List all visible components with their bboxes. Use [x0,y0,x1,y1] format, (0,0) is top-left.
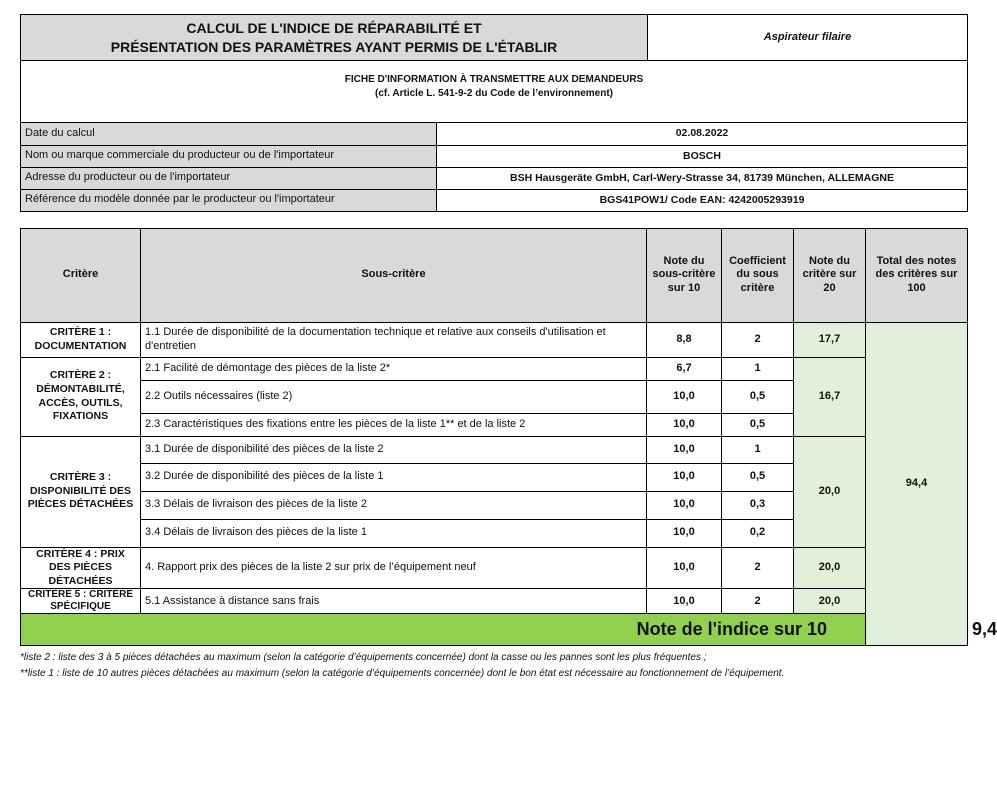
sub-criterion-label: 1.1 Durée de disponibilité de la documentation technique et relative aux conseils d'utilisation et d'entretien [141,322,647,357]
criterion-score: 17,7 [794,322,866,357]
title-line-2: PRÉSENTATION DES PARAMÈTRES AYANT PERMIS DE L'ÉTABLIR [110,38,558,55]
criterion-name: CRITÈRE 2 : DÉMONTABILITÉ, ACCÈS, OUTILS, FIXATIONS [21,357,141,436]
sub-criterion-note: 8,8 [647,322,722,357]
info-table [20,123,968,212]
sub-criterion-coef: 2 [722,589,794,614]
final-label: Note de l'indice sur 10 [636,619,827,640]
sub-criterion-coef: 0,5 [722,463,794,491]
table-row [21,436,968,463]
info-row [21,189,968,211]
info-value: BOSCH [437,145,968,167]
criterion-name: CRITÈRE 3 : DISPONIBILITÉ DES PIÈCES DÉTACHÉES [21,436,141,547]
sub-criterion-label: 5.1 Assistance à distance sans frais [141,589,647,614]
sub-criterion-label: 4. Rapport prix des pièces de la liste 2 sur prix de l’équipement neuf [141,547,647,589]
sub-criterion-label: 3.4 Délais de livraison des pièces de la liste 1 [141,519,647,547]
sub-criterion-coef: 0,5 [722,380,794,413]
col-header-sous-critere: Sous-critère [141,228,647,322]
sub-criterion-label: 2.3 Caractéristiques des fixations entre les pièces de la liste 1** et de la liste 2 [141,413,647,436]
col-header-coef: Coefficient du sous critère [722,228,794,322]
sub-criterion-note: 10,0 [647,519,722,547]
info-label: Nom ou marque commerciale du producteur ou de l'importateur [21,145,437,167]
criterion-name [21,589,141,614]
sub-criterion-note: 10,0 [647,413,722,436]
product-type: Aspirateur filaire [648,15,968,61]
title-line-1: CALCUL DE L'INDICE DE RÉPARABILITÉ ET [186,20,482,37]
table-row [21,322,968,357]
sub-criterion-label: 3.2 Durée de disponibilité des pièces de la liste 1 [141,463,647,491]
sub-criterion-note: 6,7 [647,357,722,380]
criterion-name: CRITÈRE 1 : DOCUMENTATION [21,322,141,357]
criterion-name: CRITÈRE 4 : PRIX DES PIÈCES DÉTACHÉES [21,547,141,589]
col-header-note-crit: Note du critère sur 20 [794,228,866,322]
sub-criterion-coef: 0,3 [722,491,794,519]
sub-criterion-note: 10,0 [647,589,722,614]
repairability-sheet [20,14,997,681]
sub-criterion-coef: 1 [722,436,794,463]
sub-criterion-note: 10,0 [647,436,722,463]
col-header-total: Total des notes des critères sur 100 [866,228,968,322]
sub-criterion-note: 10,0 [647,380,722,413]
table-row [21,589,968,614]
info-value: BGS41POW1/ Code EAN: 4242005293919 [437,189,968,211]
header-table [20,14,968,123]
final-label-cell [21,614,866,646]
info-row [21,167,968,189]
footnote-liste-1: **liste 1 : liste de 10 autres pièces détachées au maximum (selon la catégorie d’équipements concernée) dont le bon état est nécessaire au fonctionnement de l’équipement. [20,667,785,679]
sub-criterion-label: 3.1 Durée de disponibilité des pièces de la liste 2 [141,436,647,463]
criterion-score: 20,0 [794,547,866,589]
col-header-critere: Critère [21,228,141,322]
document-title [21,15,648,61]
sub-criterion-coef: 1 [722,357,794,380]
footnotes [20,650,967,681]
header-row [21,228,968,322]
sub-criterion-coef: 0,5 [722,413,794,436]
table-row [21,357,968,380]
col-header-note-sous: Note du sous-critère sur 10 [647,228,722,322]
total-100: 94,4 [866,322,968,646]
sub-criterion-label: 2.1 Facilité de démontage des pièces de la liste 2* [141,357,647,380]
info-label: Référence du modèle donnée par le producteur ou l'importateur [21,189,437,211]
sub-criterion-label: 3.3 Délais de livraison des pièces de la liste 2 [141,491,647,519]
info-row [21,145,968,167]
criterion-score: 16,7 [794,357,866,436]
table-row [21,547,968,589]
sub-criterion-note: 10,0 [647,547,722,589]
criterion-score: 20,0 [794,436,866,547]
info-value: BSH Hausgeräte GmbH, Carl-Wery-Strasse 34, 81739 München, ALLEMAGNE [437,167,968,189]
sub-criterion-coef: 2 [722,547,794,589]
criterion-score: 20,0 [794,589,866,614]
criterion-name-text: CRITÈRE 5 : CRITÈRE SPÉCIFIQUE [27,589,133,612]
info-label: Adresse du producteur ou de l'importateur [21,167,437,189]
fiche-line-2: (cf. Article L. 541-9-2 du Code de l’environnement) [374,87,613,99]
info-value: 02.08.2022 [437,123,968,145]
spacer [20,212,967,228]
info-row [21,123,968,145]
scores-table [20,228,997,647]
sub-criterion-label: 2.2 Outils nécessaires (liste 2) [141,380,647,413]
sub-criterion-note: 10,0 [647,491,722,519]
fiche-line-1: FICHE D'INFORMATION À TRANSMETTRE AUX DEMANDEURS [344,74,644,85]
fiche-info [21,61,968,123]
footnote-liste-2: *liste 2 : liste des 3 à 5 pièces détachées au maximum (selon la catégorie d’équipements concernée) dont la casse ou les pannes sont les plus fréquentes ; [20,652,707,664]
info-label: Date du calcul [21,123,437,145]
sub-criterion-coef: 2 [722,322,794,357]
final-row: Note de l'indice sur 10 9,4 [21,614,968,646]
sub-criterion-note: 10,0 [647,463,722,491]
sub-criterion-coef: 0,2 [722,519,794,547]
